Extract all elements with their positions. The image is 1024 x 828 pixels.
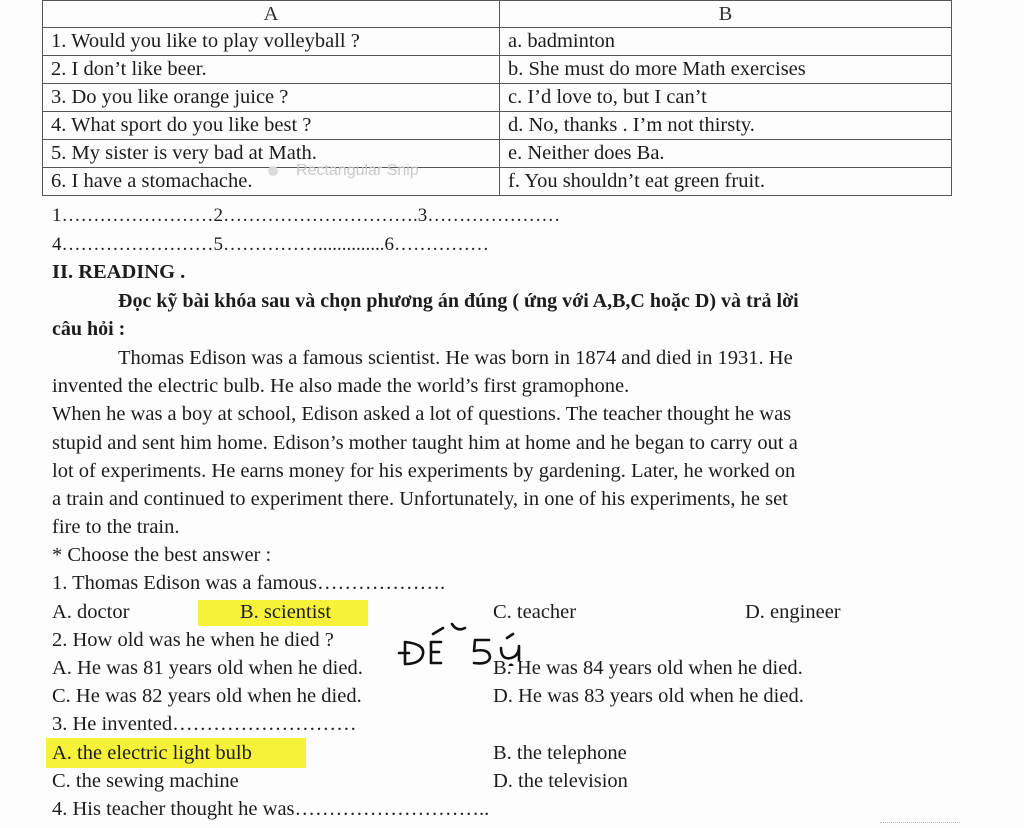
- snip-dot-icon: [268, 166, 278, 176]
- table-row: [43, 112, 952, 140]
- answer-line-2: 4……………………5……………..............6……………: [52, 234, 489, 255]
- q3-option-a: A. the electric light bulb: [52, 742, 252, 764]
- answer-line-1: 1……………………2………………………….3…………………: [52, 205, 561, 226]
- passage-line: a train and continued to experiment there. Unfortunately, in one of his experiments, he set: [52, 488, 788, 510]
- passage-line: fire to the train.: [52, 516, 180, 538]
- q1-option-a: A. doctor: [52, 601, 130, 623]
- table-cell-b: f. You shouldn’t eat green fruit.: [500, 168, 952, 196]
- passage-line: When he was a boy at school, Edison asked a lot of questions. The teacher thought he was: [52, 403, 792, 425]
- table-cell-a: 4. What sport do you like best ?: [43, 112, 500, 140]
- q2-option-d: D. He was 83 years old when he died.: [493, 685, 804, 707]
- reading-instruction: Đọc kỹ bài khóa sau và chọn phương án đúng ( ứng với A,B,C hoặc D) và trả lời: [118, 290, 799, 312]
- table-cell-b: d. No, thanks . I’m not thirsty.: [500, 112, 952, 140]
- table-cell-a: 3. Do you like orange juice ?: [43, 84, 500, 112]
- table-cell-b: a. badminton: [500, 28, 952, 56]
- snip-watermark: [268, 162, 419, 180]
- table-row: [43, 140, 952, 168]
- question-3-stem: 3. He invented………………………: [52, 713, 357, 735]
- table-cell-b: b. She must do more Math exercises: [500, 56, 952, 84]
- table-cell-a: 6. I have a stomachache.: [43, 168, 500, 196]
- table-cell-b: c. I’d love to, but I can’t: [500, 84, 952, 112]
- table-cell-b: e. Neither does Ba.: [500, 140, 952, 168]
- table-header-row: [43, 1, 952, 28]
- q2-option-b: B. He was 84 years old when he died.: [493, 657, 803, 679]
- snip-watermark-text: Rectangular Snip: [296, 162, 419, 179]
- table-row: [43, 56, 952, 84]
- matching-table: [42, 0, 952, 196]
- passage-line: invented the electric bulb. He also made the world’s first gramophone.: [52, 375, 630, 397]
- table-row: [43, 28, 952, 56]
- question-2-stem: 2. How old was he when he died ?: [52, 629, 334, 651]
- column-a-header: A: [43, 1, 500, 28]
- reading-heading: II. READING .: [52, 261, 186, 283]
- questions-intro: * Choose the best answer :: [52, 544, 272, 566]
- table-cell-a: 5. My sister is very bad at Math.: [43, 140, 500, 168]
- table-row: [43, 168, 952, 196]
- question-1-stem: 1. Thomas Edison was a famous……………….: [52, 572, 446, 594]
- reading-instruction-cont: câu hỏi :: [52, 318, 126, 340]
- column-b-header: B: [500, 1, 952, 28]
- q1-option-c: C. teacher: [493, 601, 577, 623]
- page-edge-divider: [880, 822, 960, 825]
- q3-option-b: B. the telephone: [493, 742, 627, 764]
- question-4-stem: 4. His teacher thought he was………………………..: [52, 798, 490, 820]
- q1-option-b: B. scientist: [240, 601, 332, 623]
- q2-option-c: C. He was 82 years old when he died.: [52, 685, 362, 707]
- q1-option-d: D. engineer: [745, 601, 841, 623]
- q3-option-d: D. the television: [493, 770, 628, 792]
- table-row: [43, 84, 952, 112]
- q3-option-c: C. the sewing machine: [52, 770, 239, 792]
- table-cell-a: 1. Would you like to play volleyball ?: [43, 28, 500, 56]
- passage-line: Thomas Edison was a famous scientist. He was born in 1874 and died in 1931. He: [118, 347, 793, 369]
- table-cell-a: 2. I don’t like beer.: [43, 56, 500, 84]
- passage-line: stupid and sent him home. Edison’s mother taught him at home and he began to carry out a: [52, 432, 798, 454]
- q2-option-a: A. He was 81 years old when he died.: [52, 657, 363, 679]
- passage-line: lot of experiments. He earns money for his experiments by gardening. Later, he worked on: [52, 460, 796, 482]
